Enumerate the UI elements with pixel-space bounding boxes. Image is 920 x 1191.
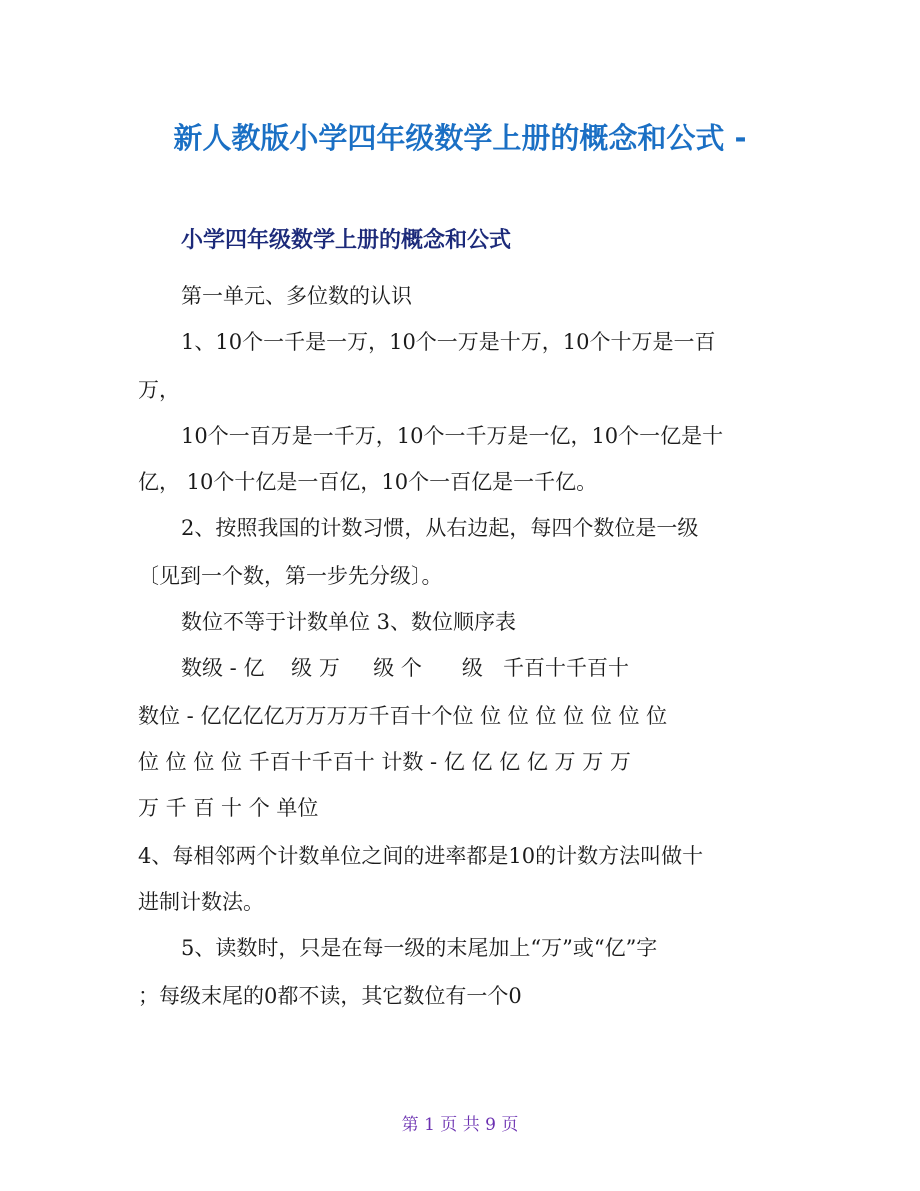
paragraph-line: 数位不等于计数单位 3、数位顺序表: [181, 610, 517, 634]
table-row-line: 万 千 百 十 个 单位: [138, 796, 319, 820]
paragraph-line: 万，: [138, 378, 180, 402]
paragraph-line: ；每级末尾的0都不读，其它数位有一个0: [138, 984, 522, 1008]
table-row-line: 数位 - 亿亿亿亿万万万万千百十个位 位 位 位 位 位 位 位: [138, 704, 668, 728]
paragraph-line: 1、10个一千是一万，10个一万是十万，10个十万是一百: [181, 330, 716, 354]
document-subtitle: 小学四年级数学上册的概念和公式: [181, 228, 512, 253]
document-title: 新人教版小学四年级数学上册的概念和公式 -: [173, 121, 747, 155]
paragraph-line: 4、每相邻两个计数单位之间的进率都是10的计数方法叫做十: [138, 844, 704, 868]
paragraph-line: 〔见到一个数，第一步先分级〕。: [138, 564, 443, 588]
page-footer: 第 1 页 共 9 页: [401, 1115, 519, 1135]
unit-heading: 第一单元、多位数的认识: [181, 284, 412, 308]
paragraph-line: 进制计数法。: [138, 890, 264, 914]
paragraph-line: 10个一百万是一千万，10个一千万是一亿，10个一亿是十: [181, 424, 724, 448]
table-row-line: 数级 - 亿 级 万 级 个 级 千百十千百十: [181, 656, 629, 680]
paragraph-line: 5、读数时，只是在每一级的末尾加上“万”或“亿”字: [181, 936, 658, 960]
paragraph-line: 亿， 10个十亿是一百亿，10个一百亿是一千亿。: [138, 470, 598, 494]
table-row-line: 位 位 位 位 千百十千百十 计数 - 亿 亿 亿 亿 万 万 万: [138, 750, 631, 774]
paragraph-line: 2、按照我国的计数习惯，从右边起，每四个数位是一级: [181, 516, 699, 540]
